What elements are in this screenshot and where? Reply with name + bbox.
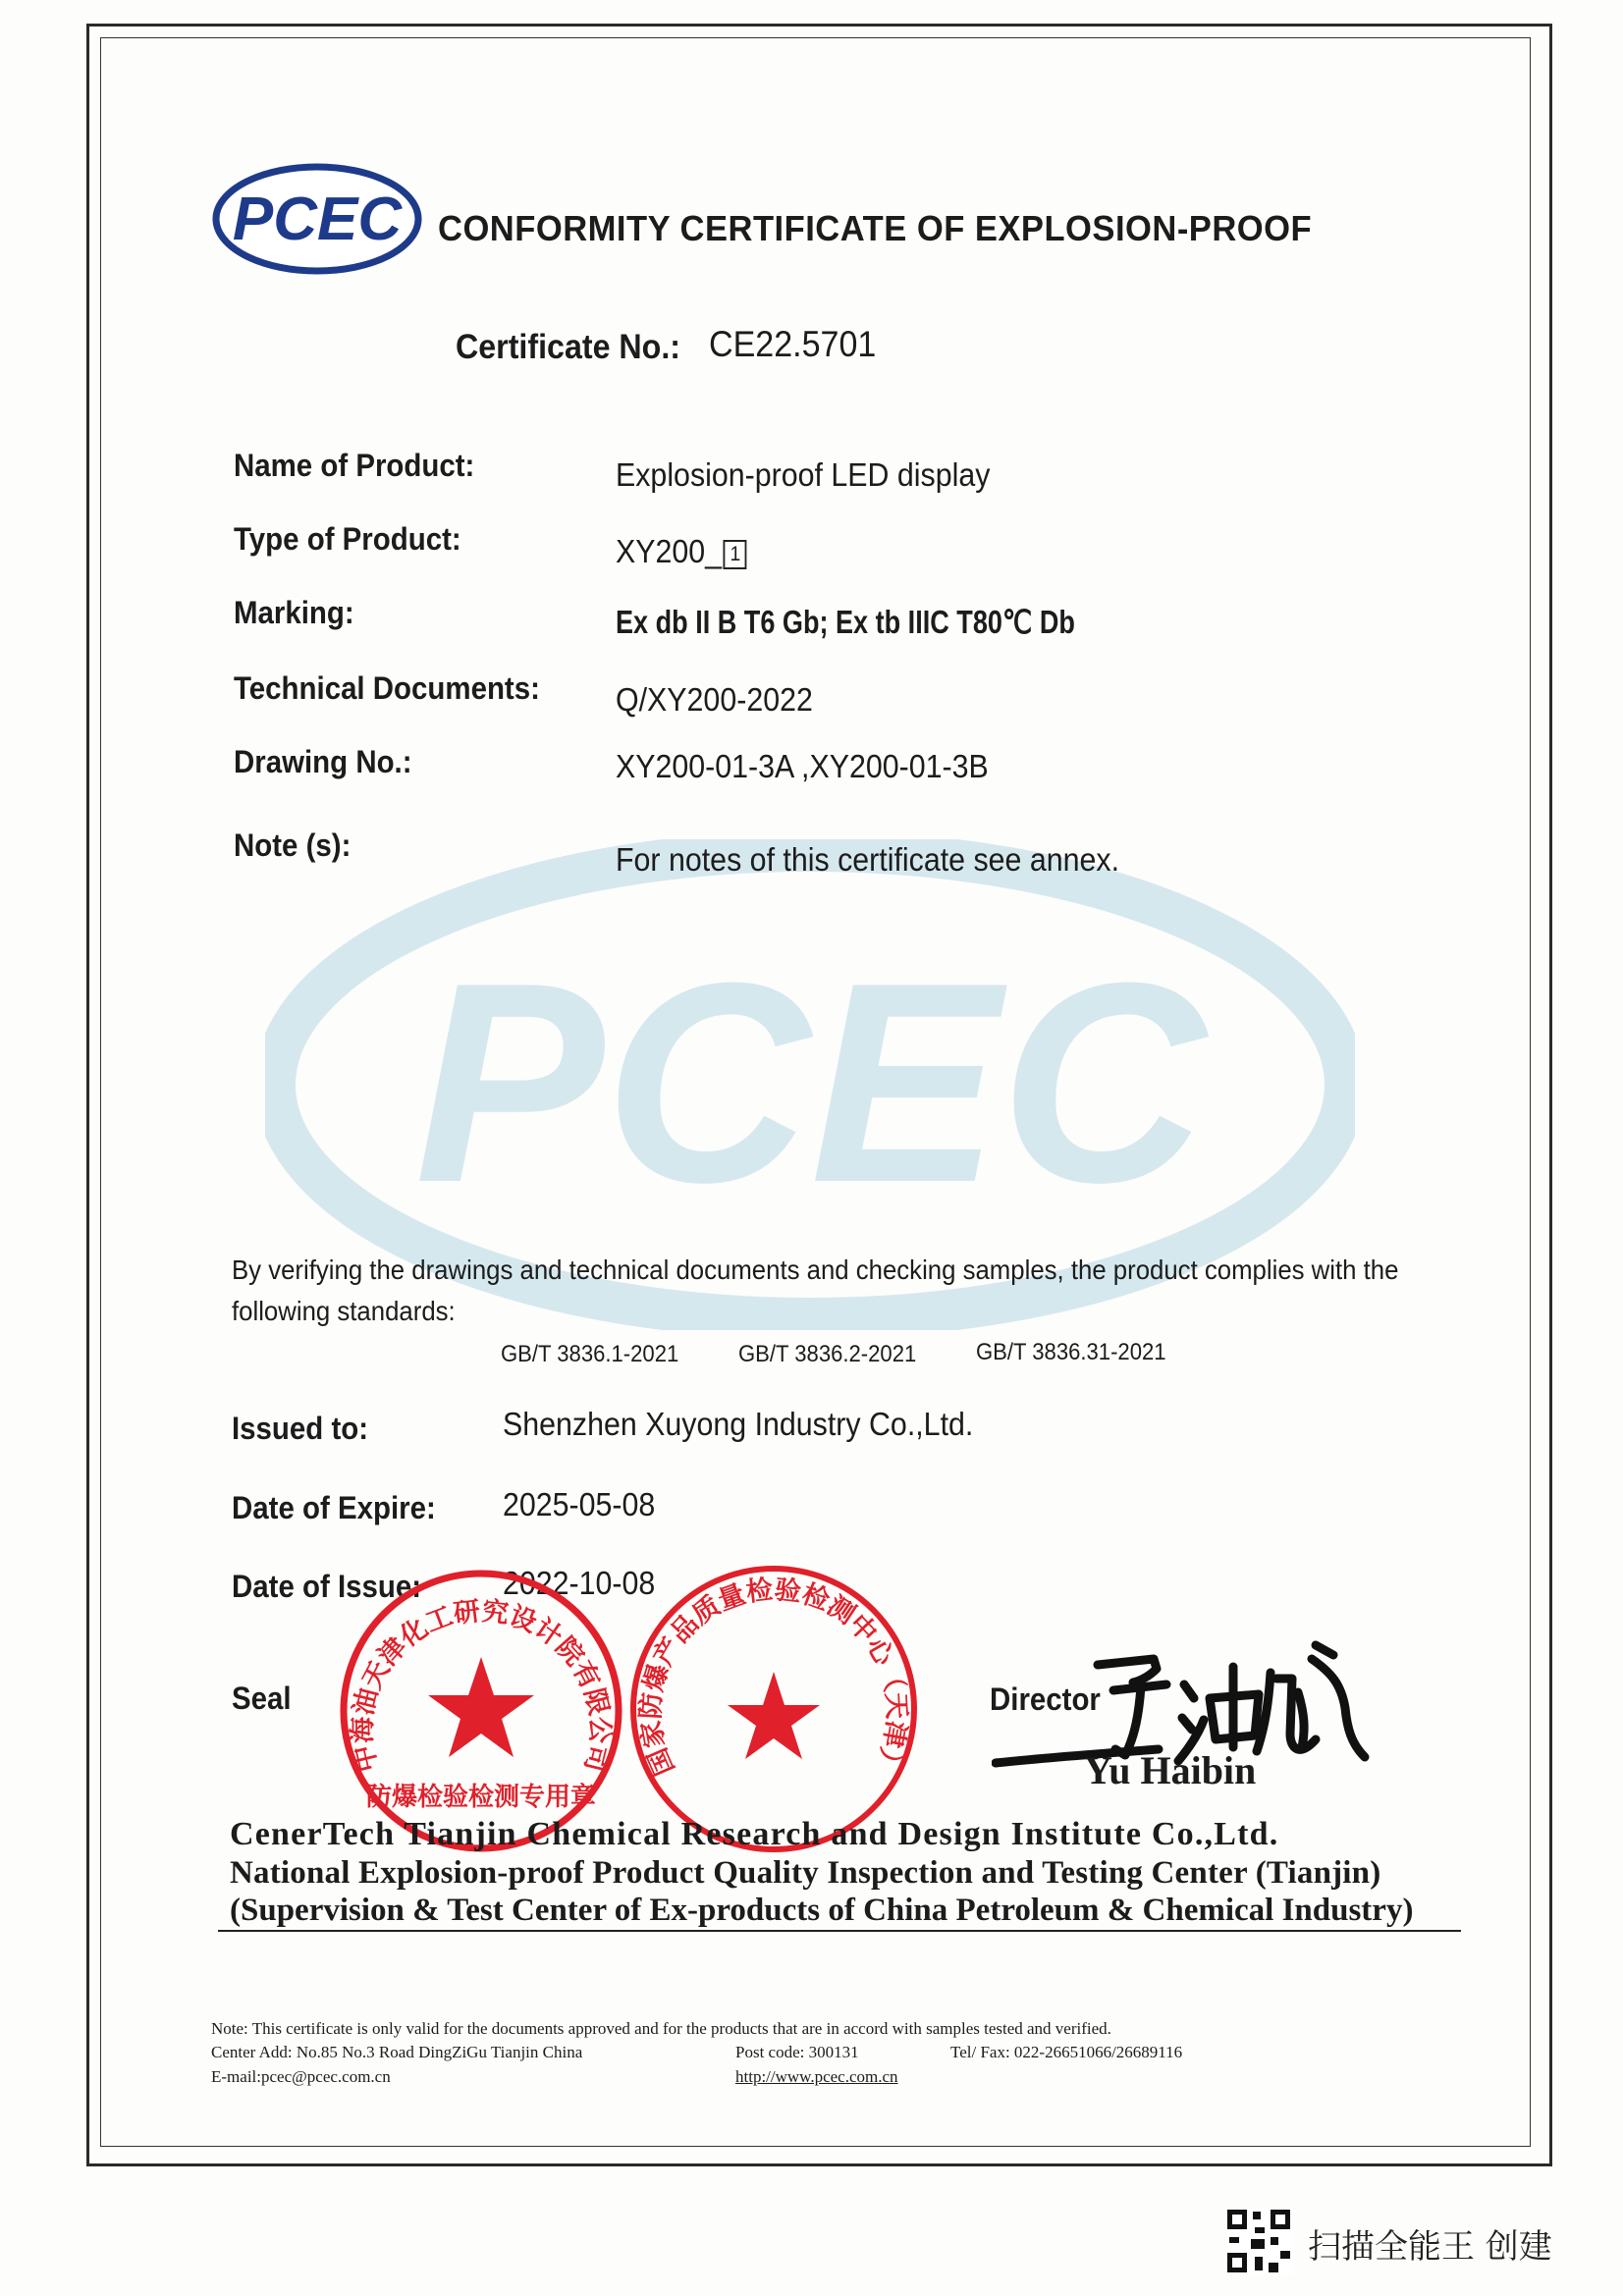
certificate-number-label: Certificate No.: — [456, 328, 681, 366]
issue-date-label: Date of Issue: — [232, 1569, 422, 1604]
technical-documents-label: Technical Documents: — [234, 670, 540, 706]
star-icon — [728, 1672, 820, 1759]
institute-divider — [218, 1930, 1461, 1932]
star-icon — [428, 1657, 534, 1757]
seal-label: Seal — [232, 1681, 292, 1716]
left-red-seal — [334, 1564, 628, 1858]
verification-line-2: following standards: — [232, 1296, 456, 1326]
marking-value: Ex db II B T6 Gb; Ex tb IIIC T80℃ Db — [616, 604, 1075, 640]
technical-documents-value: Q/XY200-2022 — [616, 681, 813, 718]
right-red-seal — [623, 1559, 924, 1859]
notes-value: For notes of this certificate see annex. — [616, 841, 1120, 878]
scanner-watermark-text: 扫描全能王 创建 — [1308, 2227, 1552, 2267]
institute-line-2: National Explosion-proof Product Quality Inspection and Testing Center (Tianjin) — [230, 1855, 1381, 1891]
footer-website-link[interactable]: http://www.pcec.com.cn — [735, 2067, 898, 2086]
certificate-title: CONFORMITY CERTIFICATE OF EXPLOSION-PROOF — [438, 208, 1313, 248]
pcec-logo — [210, 161, 424, 277]
watermark-text: PCEC — [414, 924, 1206, 1242]
footer-email: E-mail:pcec@pcec.com.cn — [211, 2067, 391, 2086]
institute-line-3: (Supervision & Test Center of Ex-products of China Petroleum & Chemical Industry) — [230, 1893, 1414, 1928]
footer-telfax: Tel/ Fax: 022-26651066/26689116 — [950, 2043, 1183, 2061]
qr-code-icon — [1225, 2208, 1292, 2274]
drawing-number-label: Drawing No.: — [234, 744, 412, 779]
product-type-text: XY200_ — [616, 533, 723, 569]
left-seal-inner-text: 防爆检验检测专用章 — [365, 1783, 597, 1812]
product-name-value: Explosion-proof LED display — [616, 456, 991, 493]
product-type-value — [616, 533, 747, 570]
standard-2: GB/T 3836.2-2021 — [738, 1341, 917, 1367]
product-type-box: 1 — [724, 540, 747, 569]
certificate-number-value: CE22.5701 — [709, 324, 877, 364]
standard-3: GB/T 3836.31-2021 — [976, 1339, 1166, 1365]
director-label: Director — [990, 1682, 1101, 1717]
expire-date-label: Date of Expire: — [232, 1490, 436, 1525]
director-name: Yu Haibin — [1084, 1748, 1257, 1792]
expire-date-value: 2025-05-08 — [503, 1486, 656, 1522]
product-name-label: Name of Product: — [234, 448, 475, 483]
footer-note: Note: This certificate is only valid for the documents approved and for the products that are in accord with samples tested and verified. — [211, 2019, 1111, 2038]
issue-date-value: 2022-10-08 — [503, 1565, 656, 1601]
marking-label: Marking: — [234, 595, 354, 630]
issued-to-label: Issued to: — [232, 1411, 369, 1446]
issued-to-value: Shenzhen Xuyong Industry Co.,Ltd. — [503, 1406, 974, 1442]
footer-address: Center Add: No.85 No.3 Road DingZiGu Tianjin China — [211, 2043, 583, 2061]
notes-label: Note (s): — [234, 828, 352, 863]
drawing-number-value: XY200-01-3A ,XY200-01-3B — [616, 748, 989, 784]
product-type-label: Type of Product: — [234, 521, 461, 557]
footer-postcode: Post code: 300131 — [735, 2043, 859, 2061]
verification-line-1: By verifying the drawings and technical documents and checking samples, the product complies with the — [232, 1255, 1399, 1285]
right-seal-outer-text: 国家防爆产品质量检验检测中心（天津） — [635, 1575, 912, 1780]
institute-line-1: CenerTech Tianjin Chemical Research and Design Institute Co.,Ltd. — [230, 1816, 1279, 1852]
standard-1: GB/T 3836.1-2021 — [501, 1341, 679, 1367]
left-seal-outer-text: 中海油天津化工研究设计院有限公司 — [347, 1596, 616, 1776]
logo-text: PCEC — [232, 186, 403, 253]
